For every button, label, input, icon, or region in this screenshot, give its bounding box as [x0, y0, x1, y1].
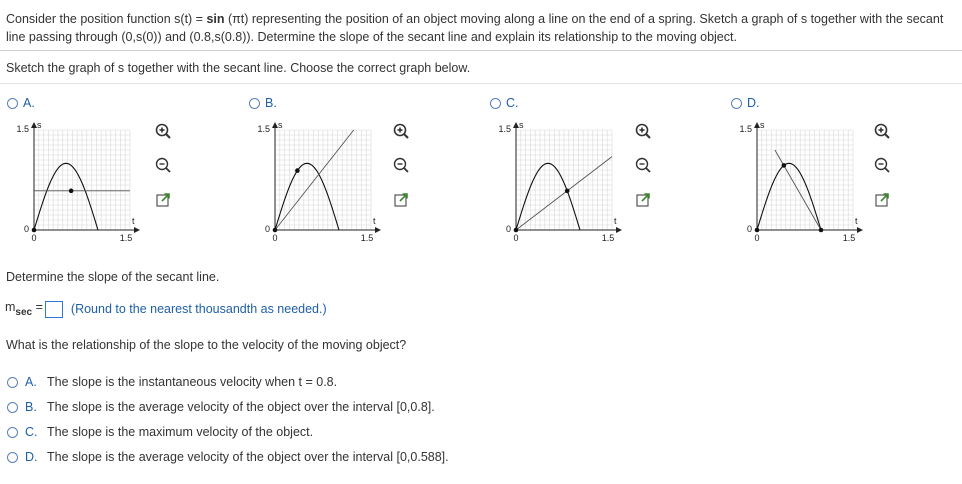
choice-c[interactable] [7, 425, 313, 439]
axis-label-t: t [373, 216, 376, 226]
choice-b[interactable] [7, 400, 435, 414]
open-graph-icon[interactable] [635, 192, 653, 210]
question-relationship: What is the relationship of the slope to the velocity of the moving object? [6, 338, 407, 352]
msec-sub: sec [15, 307, 33, 318]
zoom-in-icon[interactable] [634, 122, 652, 140]
open-graph-icon[interactable] [393, 192, 411, 210]
choice-text: The slope is the maximum velocity of the object. [47, 425, 314, 439]
y-zero-label: 0 [505, 224, 511, 234]
graph-option-d[interactable] [731, 96, 760, 110]
open-graph-icon[interactable] [874, 192, 892, 210]
point-marker [755, 228, 760, 233]
radio-b[interactable] [249, 98, 260, 109]
axis-label-s: s [519, 120, 524, 130]
problem-text-start: Consider the position function s(t) = [6, 12, 207, 26]
choice-text: The slope is the average velocity of the object over the interval [0,0.588]. [47, 450, 449, 464]
option-letter: B. [265, 96, 277, 110]
open-graph-icon[interactable] [155, 192, 173, 210]
question-graph: Sketch the graph of s together with the secant line. Choose the correct graph below. [6, 61, 471, 75]
point-marker [565, 189, 570, 194]
problem-statement [6, 10, 951, 46]
point-marker [273, 228, 278, 233]
radio-c[interactable] [490, 98, 501, 109]
option-letter: A. [23, 96, 35, 110]
zoom-out-icon[interactable] [873, 156, 891, 174]
zoom-in-icon[interactable] [392, 122, 410, 140]
graph-svg [0, 118, 145, 243]
rounding-hint: (Round to the nearest thousandth as needed.) [70, 302, 327, 316]
x-zero-label: 0 [272, 233, 278, 243]
x-axis-arrow [375, 227, 381, 233]
zoom-in-icon[interactable] [873, 122, 891, 140]
y-tick-label: 1.5 [16, 124, 29, 134]
x-tick-label: 1.5 [119, 233, 133, 243]
graph-option-b[interactable] [249, 96, 277, 110]
point-marker [514, 228, 519, 233]
x-axis-arrow [857, 227, 863, 233]
point-marker [295, 168, 300, 173]
question-slope: Determine the slope of the secant line. [6, 270, 220, 284]
radio-choice-a[interactable] [7, 377, 18, 388]
axis-label-t: t [132, 216, 135, 226]
zoom-out-icon[interactable] [392, 156, 410, 174]
axis-label-t: t [855, 216, 858, 226]
graph-svg [482, 118, 627, 243]
point-marker [819, 228, 824, 233]
problem-text-end: (πt) representing the position of an object moving along a line on the end of a spring. Sketch a graph of s together with the secant line passing through (0,s(0)) and (0.8,s(0.8)). Determine the slope of the secant line and explain its relationship to the moving object. [6, 12, 944, 44]
graph-a [0, 118, 145, 246]
zoom-in-icon[interactable] [154, 122, 172, 140]
graph-d [723, 118, 868, 246]
x-zero-label: 0 [513, 233, 519, 243]
problem-func: sin [206, 12, 225, 26]
zoom-out-icon[interactable] [634, 156, 652, 174]
radio-d[interactable] [731, 98, 742, 109]
choice-letter: B. [25, 400, 37, 414]
graph-c [482, 118, 627, 246]
x-axis-arrow [134, 227, 140, 233]
x-tick-label: 1.5 [842, 233, 856, 243]
choice-d[interactable] [7, 450, 449, 464]
x-axis-arrow [616, 227, 622, 233]
y-tick-label: 1.5 [498, 124, 511, 134]
graph-option-a[interactable] [7, 96, 35, 110]
axis-label-s: s [37, 120, 42, 130]
option-letter: C. [506, 96, 519, 110]
axis-label-s: s [760, 120, 765, 130]
x-tick-label: 1.5 [360, 233, 374, 243]
x-zero-label: 0 [31, 233, 37, 243]
radio-a[interactable] [7, 98, 18, 109]
point-marker [782, 163, 787, 168]
x-tick-label: 1.5 [601, 233, 615, 243]
msec-label [5, 300, 43, 318]
choice-letter: D. [25, 450, 38, 464]
choice-a[interactable] [7, 375, 337, 389]
divider [0, 83, 962, 84]
x-zero-label: 0 [754, 233, 760, 243]
axis-label-t: t [614, 216, 617, 226]
y-zero-label: 0 [746, 224, 752, 234]
point-marker [32, 228, 37, 233]
choice-letter: A. [25, 375, 37, 389]
divider [0, 50, 962, 51]
y-tick-label: 1.5 [739, 124, 752, 134]
choice-text: The slope is the instantaneous velocity when t = 0.8. [47, 375, 338, 389]
y-tick-label: 1.5 [257, 124, 270, 134]
y-zero-label: 0 [264, 224, 270, 234]
point-marker [69, 189, 74, 194]
msec-m: m [5, 300, 16, 314]
zoom-out-icon[interactable] [154, 156, 172, 174]
radio-choice-c[interactable] [7, 427, 18, 438]
axis-label-s: s [278, 120, 283, 130]
graph-svg [241, 118, 386, 243]
graph-option-c[interactable] [490, 96, 519, 110]
option-letter: D. [747, 96, 760, 110]
y-zero-label: 0 [23, 224, 29, 234]
radio-choice-d[interactable] [7, 452, 18, 463]
msec-answer-row [5, 300, 327, 318]
graph-b [241, 118, 386, 246]
graph-svg [723, 118, 868, 243]
choice-letter: C. [25, 425, 38, 439]
msec-equals: = [35, 300, 43, 314]
choice-text: The slope is the average velocity of the object over the interval [0,0.8]. [47, 400, 435, 414]
radio-choice-b[interactable] [7, 402, 18, 413]
msec-input[interactable] [45, 301, 63, 318]
